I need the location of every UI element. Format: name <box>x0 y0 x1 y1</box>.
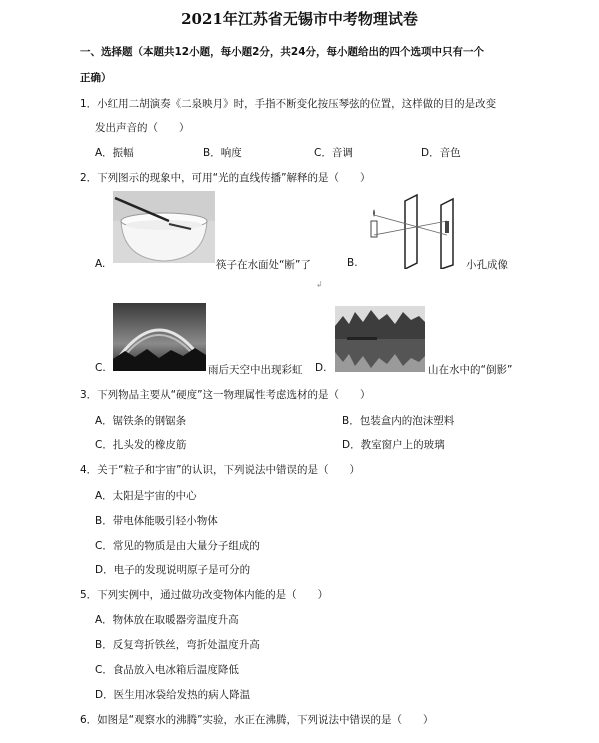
q1-option-b: B．响度 <box>203 147 242 159</box>
q4-option-a: A．太阳是宇宙的中心 <box>95 490 197 502</box>
pinhole-camera-image <box>365 193 465 269</box>
question-4-stem: 4．关于“粒子和宇宙”的认识，下列说法中错误的是（ ） <box>80 464 361 476</box>
q2-option-b-letter: B. <box>347 257 358 269</box>
section-heading-line2: 正确） <box>80 72 112 84</box>
paragraph-mark: ↲ <box>316 280 323 289</box>
question-5-stem: 5．下列实例中，通过做功改变物体内能的是（ ） <box>80 589 329 601</box>
q2-option-d-text: 山在水中的“倒影” <box>428 364 513 376</box>
q4-option-d: D．电子的发现说明原子是可分的 <box>95 564 251 576</box>
q1-option-c: C．音调 <box>314 147 353 159</box>
section-heading-line1: 一、选择题（本题共12小题，每小题2分，共24分，每小题给出的四个选项中只有一个 <box>80 46 485 58</box>
question-3-stem: 3．下列物品主要从“硬度”这一物理属性考虑选材的是（ ） <box>80 389 371 401</box>
q1-option-d: D．音色 <box>421 147 461 159</box>
page-title: 2021年江苏省无锡市中考物理试卷 <box>181 10 418 28</box>
q3-option-c: C．扎头发的橡皮筋 <box>95 439 187 451</box>
question-1-stem-line2: 发出声音的（ ） <box>95 122 190 134</box>
q4-option-c: C．常见的物质是由大量分子组成的 <box>95 540 260 552</box>
chopsticks-in-bowl-image <box>113 191 215 263</box>
rainbow-image <box>113 303 206 371</box>
q2-option-a-letter: A. <box>95 258 106 270</box>
q5-option-a: A．物体放在取暖器旁温度升高 <box>95 614 239 626</box>
q5-option-b: B．反复弯折铁丝，弯折处温度升高 <box>95 639 260 651</box>
mountain-reflection-image <box>335 306 425 372</box>
q2-option-c-text: 雨后天空中出现彩虹 <box>208 364 303 376</box>
q4-option-b: B．带电体能吸引轻小物体 <box>95 515 218 527</box>
question-1-stem-line1: 1．小红用二胡演奏《二泉映月》时，手指不断变化按压琴弦的位置，这样做的目的是改变 <box>80 98 497 110</box>
question-2-stem: 2．下列图示的现象中，可用“光的直线传播”解释的是（ ） <box>80 172 371 184</box>
question-6-stem: 6．如图是“观察水的沸腾”实验，水正在沸腾，下列说法中错误的是（ ） <box>80 714 434 726</box>
q2-option-b-text: 小孔成像 <box>466 259 508 271</box>
q1-option-a: A．振幅 <box>95 147 134 159</box>
q3-option-d: D．教室窗户上的玻璃 <box>342 439 445 451</box>
q3-option-a: A．锯铁条的钢锯条 <box>95 415 187 427</box>
q2-option-c-letter: C. <box>95 362 106 374</box>
q5-option-c: C．食品放入电冰箱后温度降低 <box>95 664 239 676</box>
q2-option-a-text: 筷子在水面处“断”了 <box>216 259 311 271</box>
q2-option-d-letter: D. <box>315 362 327 374</box>
q3-option-b: B．包装盒内的泡沫塑料 <box>342 415 455 427</box>
q5-option-d: D．医生用冰袋给发热的病人降温 <box>95 689 251 701</box>
